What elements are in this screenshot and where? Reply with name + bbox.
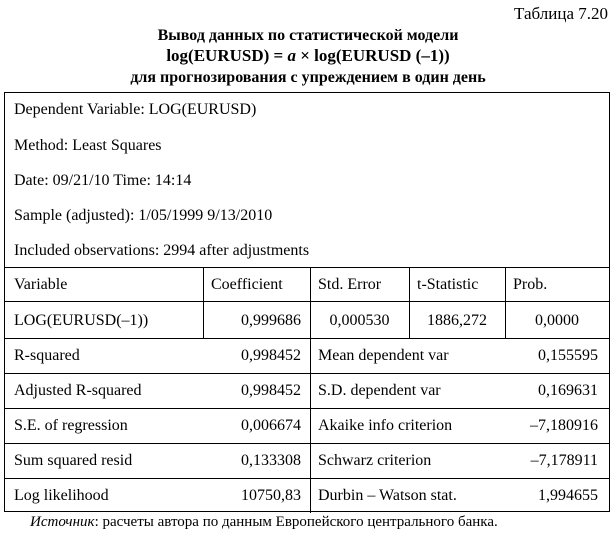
stat-right-value: –7,178911 — [530, 452, 598, 469]
header-prob: Prob. — [513, 276, 548, 293]
rule-stats-2 — [5, 408, 609, 409]
stat-left-value: 10750,83 — [241, 487, 301, 504]
formula-left: log(EURUSD) = — [166, 46, 288, 65]
stat-right-label: Schwarz criterion — [318, 452, 432, 469]
source-text: : расчеты автора по данным Европейского центрального банка. — [94, 514, 498, 530]
table-title-line-3: для прогнозирования с упреждением в один день — [130, 69, 486, 86]
stat-left-label: S.E. of regression — [14, 417, 128, 434]
stat-left-value: 0,133308 — [241, 452, 301, 469]
sample-line: Sample (adjusted): 1/05/1999 9/13/2010 — [14, 207, 273, 224]
rule-below-header — [5, 301, 609, 302]
table-number: Таблица 7.20 — [514, 4, 608, 23]
stat-left-label: R-squared — [14, 347, 80, 364]
stat-left-value: 0,998452 — [241, 382, 301, 399]
rule-below-coef — [5, 338, 609, 339]
stat-right-value: 1,994655 — [538, 487, 598, 504]
formula-coefficient: a — [287, 46, 296, 65]
stat-right-label: Durbin – Watson stat. — [318, 487, 457, 504]
stat-left-value: 0,998452 — [241, 347, 301, 364]
header-coefficient: Coefficient — [211, 276, 283, 293]
source-label: Источник — [30, 514, 95, 530]
stat-right-label: S.D. dependent var — [318, 382, 441, 399]
stat-right-label: Mean dependent var — [318, 347, 449, 364]
dependent-variable-line: Dependent Variable: LOG(EURUSD) — [14, 101, 257, 118]
coef-std-error: 0,000530 — [329, 312, 390, 329]
stat-left-value: 0,006674 — [241, 417, 301, 434]
coef-value: 0,999686 — [241, 312, 301, 329]
observations-line: Included observations: 2994 after adjustments — [14, 242, 310, 259]
date-line: Date: 09/21/10 Time: 14:14 — [14, 172, 192, 189]
header-std-error: Std. Error — [318, 276, 382, 293]
coef-variable: LOG(EURUSD(–1)) — [14, 312, 149, 329]
rule-stats-3 — [5, 443, 609, 444]
formula-right: × log(EURUSD (–1)) — [295, 46, 450, 65]
stat-right-value: –7,180916 — [530, 417, 598, 434]
coef-prob: 0,0000 — [535, 312, 579, 329]
header-t-statistic: t-Statistic — [417, 276, 479, 293]
source-note — [30, 514, 498, 531]
method-line: Method: Least Squares — [14, 137, 162, 154]
stat-right-label: Akaike info criterion — [318, 417, 453, 434]
stat-left-label: Adjusted R-squared — [14, 382, 142, 399]
rule-stats-1 — [5, 373, 609, 374]
rule-above-header — [5, 267, 609, 268]
coef-t-statistic: 1886,272 — [427, 312, 487, 329]
col-rule-2 — [310, 267, 311, 513]
rule-stats-4 — [5, 478, 609, 479]
table-title-line-1: Вывод данных по статистической модели — [157, 27, 459, 44]
table-title-formula — [0, 46, 616, 66]
stat-left-label: Log likelihood — [14, 487, 109, 504]
stat-left-label: Sum squared resid — [14, 452, 133, 469]
header-variable: Variable — [14, 276, 68, 293]
stat-right-value: 0,169631 — [538, 382, 598, 399]
stat-right-value: 0,155595 — [538, 347, 598, 364]
regression-output-box — [4, 92, 610, 512]
